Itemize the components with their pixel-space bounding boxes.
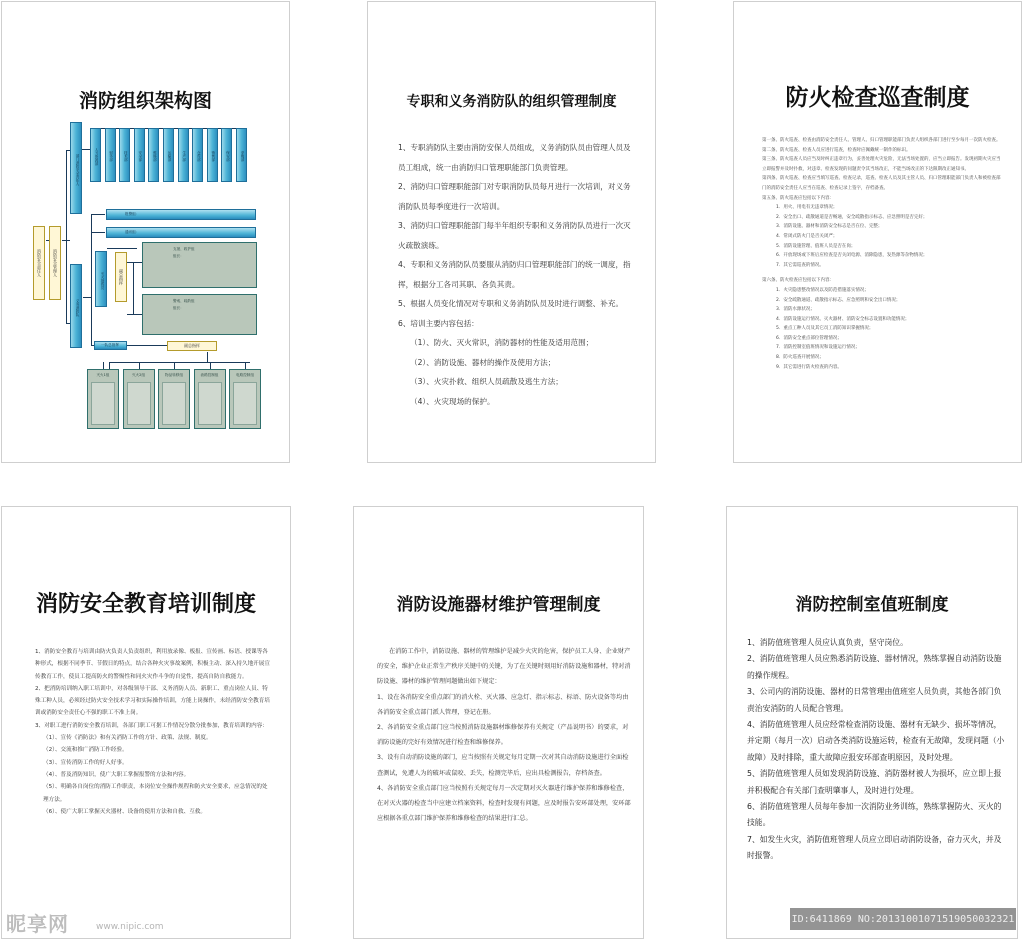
rule-list [398,138,634,333]
action-group-label: 电路控制组 [236,373,254,377]
department-label: 技术部 [124,151,129,162]
connector-line [133,262,134,315]
rule-item: 3、设有自动消防设施的部门，应当按照有关规定每月定期一次对其自动消防设施进行全面检查测试，免遭人为的破坏或鼠咬、丢失，检测完毕后，应出具检测报告，存档备查。 [377,754,629,777]
sub-rule-item: （2）、消防设施、器材的操作及使用方法； [410,357,556,367]
sub-rule-item: 1．用火、用电有无违章情况； [776,205,838,211]
department-box [119,128,130,182]
deputy-commander-bar [167,341,217,351]
box-label: 灭火指挥员 [101,271,105,290]
bar-label: 副总指挥 [184,343,200,348]
sub-rule-item: 2．安全疏散通道、疏散指示标志、应急照明和安全出口情况； [776,297,901,303]
sub-rule-item: （3）、宣传消防工作的好人好事。 [43,759,128,766]
group-sub: 组长： [173,254,184,258]
department-label: 销售部 [211,151,216,162]
rule-item: 3、消防归口管理职能部门每半年组织专职和义务消防队员进行一次灭火疏散演练。 [398,221,631,250]
action-group-label: 灭火1组 [96,373,110,377]
watermark-id: ID:6411869 NO:20131001071519050032321 [790,908,1016,930]
department-label: 采购部 [241,151,245,162]
panel-body [762,136,1002,372]
department-label: 生产部 [182,151,187,162]
group-sub: 组长： [173,306,184,310]
sub-rule-item: （1）、防火、灭火常识，消防器材的性能及适用范围； [410,338,594,347]
sub-rule-item: 6．消防安全重点部位管理情况； [776,335,842,341]
box-label: 副总指挥 [119,269,124,285]
sub-rule-item: （4）、火灾现场的保护。 [410,396,495,406]
connector-line [245,362,246,369]
alarm-group-bar [106,209,256,220]
rule-list [747,635,1005,865]
equipment-maintenance-panel [353,506,644,939]
watermark-logo: 昵享网 [6,912,69,936]
connector-line [66,150,67,323]
department-box [148,128,159,182]
connector-line [91,214,92,345]
connector-line [127,345,167,346]
department-label: 运输部 [168,151,172,162]
action-group-fill [198,382,222,425]
education-training-panel [1,506,291,939]
rule-item: 2、消防值班管理人员应熟悉消防设施、器材情况，熟练掌握自动消防设施的操作规程。 [747,654,1002,680]
org-chart-title: 消防组织架构图 [78,90,212,112]
support-rescue-group-box [142,242,257,288]
panel-body [377,644,632,826]
department-label: 人力资源部 [95,147,99,166]
department-box [178,128,189,182]
connector-line [91,232,105,233]
rule-item: 第四条、防火巡查、检查应当填写巡查、检查记录，巡查、检查人员及其主管人员、归口管理职能部门负责人和被检查部门的消防安全责任人应当在巡查、检查记录上签字，存档备查。 [762,176,1001,191]
box-label: 消防安全责任人 [37,249,42,277]
sub-rule-list [762,286,1002,372]
intro-paragraph: 在消防工作中，消防设施、器材的管理维护是减少火灾的危害，保护员工人身、企业财产的安全，维护企业正常生产秩序关键中的关键，为了在关键时刻用好消防设施和器材，特对消防设施、器材的维护管理问题做出如下规定： [377,648,631,686]
department-label: 财务部 [109,151,114,162]
rule-item: 5、消防值班管理人员如发现消防设施、消防器材被人为损坏，应立即上报并积极配合有关部门查明肇事人，及时进行处理。 [747,769,1002,795]
department-box [221,128,232,182]
rule-list [377,690,632,827]
action-group-label: 灭火2组 [131,373,146,377]
rule-item: 6、培训主要内容包括： [398,318,479,328]
box-label: 消防安全管理人 [53,249,58,277]
panel-body [35,646,273,818]
panel-title: 消防设施器材维护管理制度 [396,595,601,615]
communication-group-bar [106,227,256,238]
control-room-duty-panel [726,506,1018,939]
rule-item: 1、消防安全教育与培训由防火负责人负责组织，利用放录像、板报、宣传画、标语、授课等各种形式，根据不同季节、节假日的特点，结合各种火灾事故案例，积极主动、深入持久地开展宣传教育工作，使员工提高防火的警惕性和同火灾作斗争的自觉性，提高自防自救能力。 [35,649,270,680]
guard-evacuation-group-box [142,294,257,335]
team-commander-bar [94,341,127,350]
rule-item: 第六条、防火检查应包括以下内容： [762,278,834,284]
bar-label: 一队总指挥 [101,343,119,347]
action-group-fill [91,382,115,425]
department-label: 仓库部 [197,151,202,162]
fulltime-volunteer-panel [367,1,656,463]
rule-item: 2、各消防安全重点部门应当按照消防设施器材维修保养有关规定（产品说明书）的要求，对消防设施的完好有效情况进行检查和维修保养。 [377,724,629,747]
connector-line [91,214,105,215]
rule-item: 1、专职消防队主要由消防安保人员组成，义务消防队员由管理人员及员工组成，统一由消防归口管理职能部门负责管理。 [398,143,631,172]
dept-responsible-box [70,122,82,214]
rule-item: 6、消防值班管理人员每年参加一次消防业务训练，熟练掌握防火、灭火的技能。 [747,802,1002,828]
org-chart-panel [1,1,290,463]
action-group-label: 物品转移组 [165,373,183,377]
rule-item: 4、各消防安全重点部门应当按照有关规定每月一次定期对灭火器进行维护保养和维修检查，在对灭火器的检查当中应建立档案资料，检查时发现有问题，应及时报告安环部处理，安环部应根据各重点部门维护保养和维修检查的结果进行汇总。 [377,784,631,823]
action-group-label: 油路控制组 [200,373,219,377]
panel-title: 消防安全教育培训制度 [35,592,256,617]
department-box [105,128,116,182]
rule-item: 5、根据人员变化情况对专职和义务消防队员及时进行调整、补充。 [398,299,624,308]
fire-commander-box [95,251,107,307]
sub-rule-item: 5．重点工种人员及其它员工消防知识掌握情况； [776,326,874,332]
panel-title: 专职和义务消防队的组织管理制度 [406,94,617,110]
sub-rule-item: 8．防火巡查开展情况； [776,355,824,361]
action-group-box [158,369,190,429]
fire-safety-responsible-box [33,226,45,300]
department-label: 维修部 [153,151,158,162]
rule-item: 3、公司内的消防设施、器材的日常管理由值班室人员负责，其他各部门负责治安消防的人员配合管理。 [747,687,1002,713]
panel-body [747,635,1005,865]
rule-item: 第三条、防火巡查人员应当及时纠正违章行为，妥善处理火灾危险，无法当场处置的，应当立即报告。发现初期火灾应当立即报警并及时扑救，对违章、检查发现的问题责令其当场改正，不能当场改正的下达限期改正通知书。 [762,157,1001,172]
sub-rule-item: 7．其它需巡查的情况。 [776,262,824,268]
rule-item: 1、设在各消防安全重点部门的消火栓、灭火器、应急灯、指示标志、标语、防火设备等均由各消防安全重点部门派人管理，登记在册。 [377,693,629,716]
rule-item: 4、专职和义务消防队员要服从消防归口管理职能部门的统一调度，指挥，根据分工各司其职、各负其责。 [398,260,631,289]
sub-rule-list [762,203,1002,270]
sub-rule-item: （5）、明确各自岗位的消防工作职责，本岗位安全操作规程和防火安全要求，应急情况的处理方法。 [43,784,268,803]
sub-rule-item: （2）、交流和推广消防工作经验。 [43,747,128,754]
sub-rule-item: 9．其它需进行防火检查的内容。 [776,364,842,370]
connector-line [107,248,137,249]
rule-item: 第二条、防火巡查、检查人员应进行巡查，检查时应佩戴统一制作的标识。 [762,147,911,153]
action-group-fill [127,382,151,425]
department-label: 保安部 [226,151,231,162]
department-box [90,128,101,182]
rule-item: 第五条、防火巡查应包括以下内容： [762,195,834,201]
panel-title: 防火检查巡查制度 [785,85,970,111]
sub-rule-item: 3．消防设施、器材和消防安全标志是否在位、完整； [776,224,883,230]
sub-rule-item: 4．常闭式防火门是否关闭严； [776,233,838,239]
action-group-box [123,369,155,429]
action-group-fill [233,382,257,425]
deputy-commander-box [115,252,127,302]
action-group-fill [162,382,186,425]
rule-item: 第一条、防火巡查、检查由消防安全责任人、管理人、归口管理职能部门负责人组织各部门进行至少每月一次防火检查。 [762,138,1001,143]
connector-line [109,362,250,363]
fire-safety-manager-box [49,226,61,300]
department-box [192,128,203,182]
sub-rule-item: 6．开放现场或下班后应检查是否关闭电源、消除隐患，发热源等杂物情况； [776,253,928,259]
action-group-box [87,369,119,429]
sub-rule-item: 3．消防水源状况； [776,307,815,313]
connector-line [139,362,140,369]
rule-list [762,136,1002,203]
action-group-box [194,369,226,429]
sub-rule-item: 2．安全出口、疏散通道是否畅通，安全疏散指示标志、应急照明是否完好； [776,214,928,220]
department-label: 安全部 [138,151,143,162]
rule-item: 7、如发生火灾，消防值班管理人员应立即启动消防设备，奋力灭火，并及时报警。 [747,834,1002,861]
department-box [207,128,218,182]
department-box [236,128,247,182]
bar-label: 报警组： [125,212,140,216]
connector-line [127,262,142,263]
connector-line [207,352,208,362]
bar-label: 通讯组： [125,230,140,234]
sub-rule-item: （6）、使广大职工掌握灭火器材、设备的使用方法和自救、互救。 [43,808,206,815]
volunteer-team-box [70,264,82,348]
rule-item: 2、把消防培训纳入职工培训中，对各级领导干部、义务消防人员、新职工、重点岗位人员、特殊工种人员，必须经过防火安全技术学习和实际操作培训，方能上岗操作，未经消防安全教育培训或消防安全责任心不强的职工不准上岗。 [35,685,270,717]
rule-list [35,646,273,732]
sub-rule-list [35,732,273,818]
sub-rule-item: （3）、火灾扑救、组织人员疏散及逃生方法； [410,377,563,386]
panel-title: 消防控制室值班制度 [795,595,949,615]
connector-line [103,362,104,369]
group-title: 警戒、疏散组 [173,299,195,303]
box-label: 义务消防队 [76,298,80,317]
group-title: 支援、救护组 [173,247,195,251]
panel-body [398,138,634,411]
sub-rule-item: 5．消防设施管理、值班人员是否在岗； [776,243,856,249]
box-label: 部门消防安全责任人 [76,153,80,186]
sub-rule-list [398,333,634,411]
watermark-url: www.nipic.com [96,922,164,932]
department-box [163,128,174,182]
sub-rule-item: 7．消防控制室值班情况和设施运行情况； [776,345,860,351]
connector-line [210,362,211,369]
rule-item: 4、消防值班管理人员应经常检查消防设施、器材有无缺少、损坏等情况，并定期（每月一次）启动各类消防设施运转，检查有无故障，发现问题（小故障）及时排除，重大故障应报安环部查明原因，及时处理。 [747,720,1005,762]
connector-line [174,362,175,369]
sub-rule-item: （4）、普及消防知识，使广大职工掌握报警的方法和内容。 [43,771,190,778]
rule-item: 1、消防值班管理人员应认真负责，坚守岗位。 [747,638,908,647]
connector-line [82,149,90,150]
connector-line [83,297,91,298]
action-group-box [229,369,261,429]
sub-rule-item: （1）、宣传《消防法》和有关消防工作的方针、政策、法规、制度。 [43,735,212,742]
rule-item: 3、对职工进行消防安全教育培训，各部门职工可据工作情况分散分批参加，教育培训的内容： [35,722,268,729]
connector-line [127,314,142,315]
sub-rule-item: 4．消防设施运行情况、灭火器材、消防安全标志设置和功能情况； [776,316,910,322]
department-box [134,128,145,182]
rule-item: 2、消防归口管理职能部门对专职消防队员每月进行一次培训，对义务消防队员每季度进行一次培训。 [398,182,631,211]
sub-rule-item: 1．火灾隐患整改情况以及防范措施落实情况； [776,287,869,293]
fire-inspection-panel [733,1,1022,463]
